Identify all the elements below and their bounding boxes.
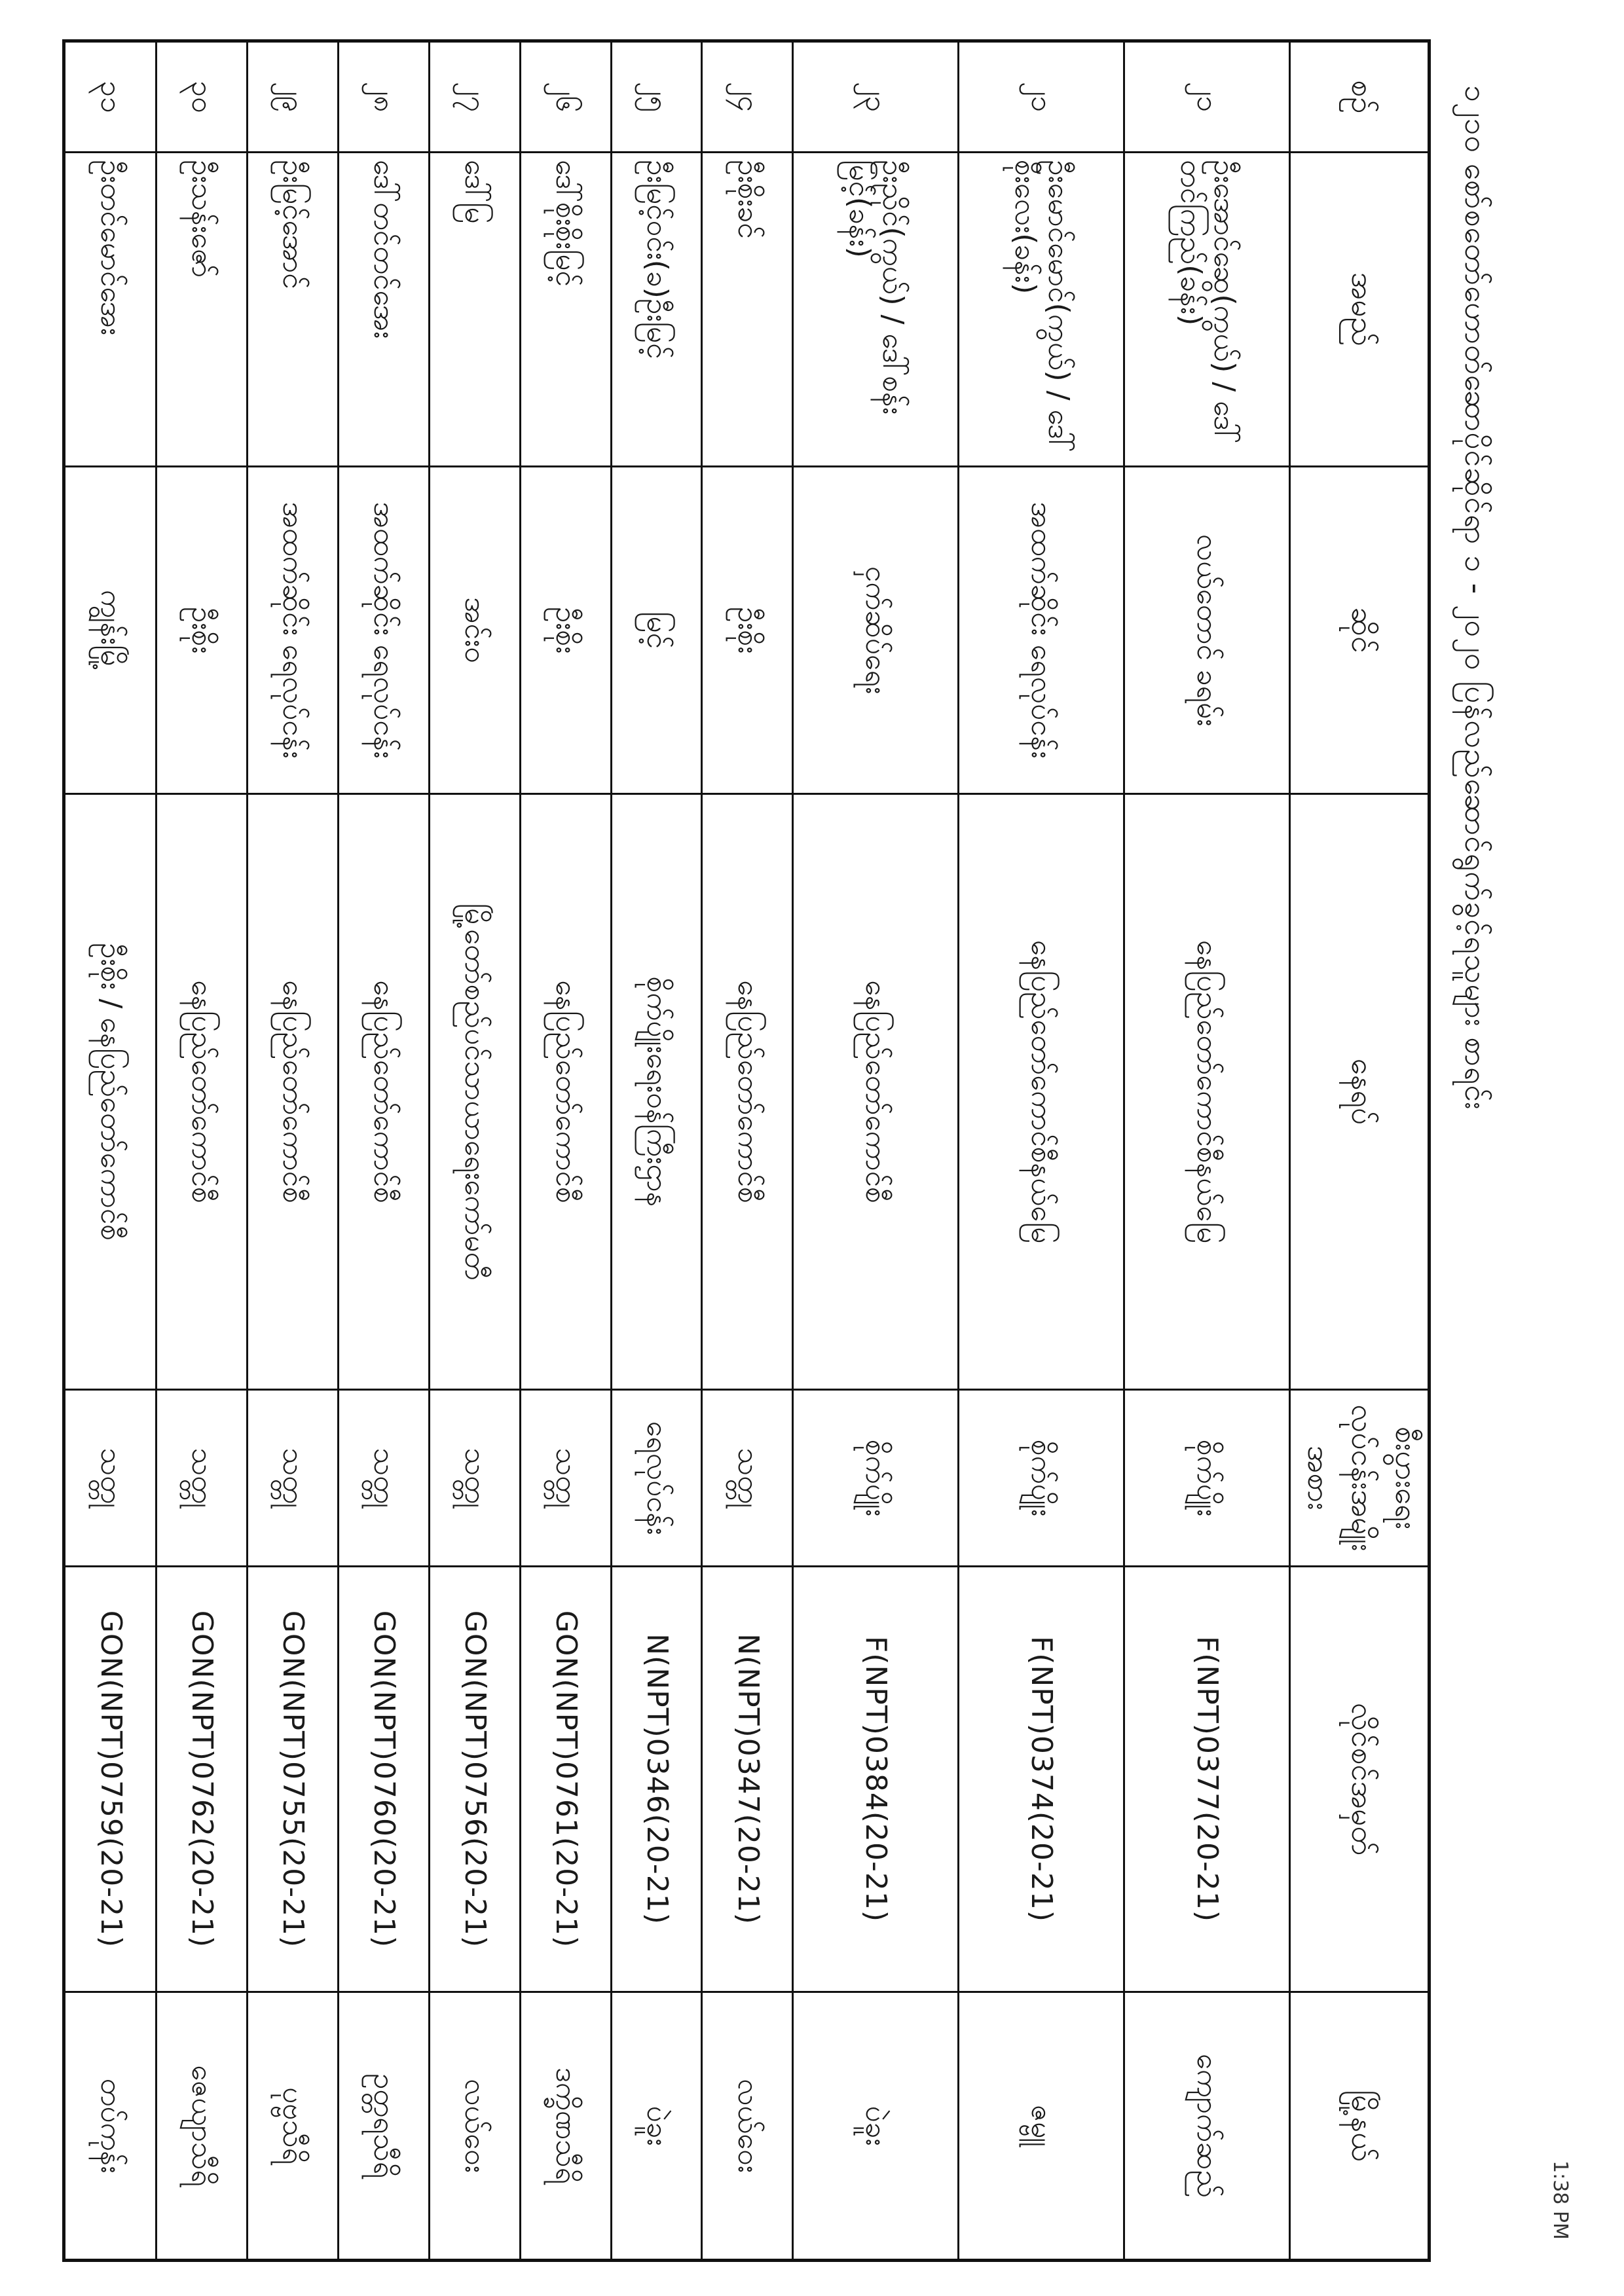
cell-no: ၂၁	[1124, 41, 1290, 153]
cell-license: N(NPT)0347(20-21)	[702, 1567, 793, 1992]
header-name: အမည်	[1290, 153, 1430, 467]
rotated-page	[62, 39, 1522, 2259]
cell-address: ဦးစိုး / နေပြည်တော်ကောင်စီ	[64, 794, 157, 1390]
table-row	[520, 41, 611, 2261]
cell-remark: လယ်ဝေး	[702, 1992, 793, 2261]
cell-name: ဦးစိုးခင်	[702, 153, 793, 467]
cell-category: သတ္တု	[64, 1390, 157, 1567]
table-row	[64, 41, 157, 2261]
cell-address: နေပြည်တော်ကောင်စီ	[702, 794, 793, 1390]
cell-name: ဒေါ်စိုးစိုးမြင့်	[520, 153, 611, 467]
license-table	[62, 39, 1431, 2262]
cell-no: ၂၅	[611, 41, 702, 153]
cell-category: သတ္တု	[429, 1390, 520, 1567]
cell-license: F(NPT)0384(20-21)	[793, 1567, 959, 1992]
cell-license: GON(NPT)0755(20-21)	[248, 1567, 339, 1992]
cell-place: အထက်ဆိုင်း ရေလုပ်ငန်း	[338, 467, 429, 794]
cell-address: နေပြည်တော်ကောင်စီ	[248, 794, 339, 1390]
cell-place: အထက်ဆိုင်း ရေလုပ်ငန်း	[959, 467, 1124, 794]
table-row	[702, 41, 793, 2261]
cell-address: နေပြည်တော်ကောင်စီ	[793, 794, 959, 1390]
header-place: ဆိုင်	[1290, 467, 1430, 794]
cell-category: သတ္တု	[248, 1390, 339, 1567]
cell-no: ၂၆	[520, 41, 611, 153]
cell-remark: ပဲခူး	[793, 1992, 959, 2261]
table-row	[248, 41, 339, 2261]
header-category: စီးပွားရေးလုပ်ငန်းအမျိုးအစား	[1290, 1390, 1430, 1567]
table-row	[611, 41, 702, 2261]
cell-remark: ဒက္ခိဏသီရိ	[520, 1992, 611, 2261]
cell-no: ၂၃	[793, 41, 959, 153]
cell-remark: ပဲခူး	[611, 1992, 702, 2261]
cell-category: စိုက်ပျိုး	[959, 1390, 1124, 1567]
table-row	[793, 41, 959, 2261]
cell-place: မြင့်	[611, 467, 702, 794]
cell-name: ဦးအောင်ဆွေ(ကွယ်) / ဒေါ်တင်ကြည်(ခန်း)	[1124, 153, 1290, 467]
cell-no: ၃၁	[64, 41, 157, 153]
cell-address: နေပြည်တော်ကောင်စီ	[520, 794, 611, 1390]
cell-no: ၂၇	[429, 41, 520, 153]
cell-remark: ကျောက်ဆည်	[1124, 1992, 1290, 2261]
table-row	[1124, 41, 1290, 2261]
cell-category: သတ္တု	[338, 1390, 429, 1567]
cell-name: ဦးသန်းဇော်	[157, 153, 248, 467]
cell-category: သတ္တု	[520, 1390, 611, 1567]
cell-address: နေပြည်တော်ကောင်စီ	[338, 794, 429, 1390]
cell-no: ၃၀	[157, 41, 248, 153]
cell-remark: ဇေယျာသီရိ	[157, 1992, 248, 2261]
table-header-row	[1290, 41, 1430, 2261]
cell-license: F(NPT)0377(20-21)	[1124, 1567, 1290, 1992]
cell-name: ဦးညိုင်(ကွယ်) / ဒေါ်စန်းမြင့်(ခန်း)	[793, 153, 959, 467]
cell-no: ၂၄	[702, 41, 793, 153]
cell-name: ဦးမြင့်အောင်	[248, 153, 339, 467]
header-address: နေရပ်	[1290, 794, 1430, 1390]
cell-place: အထက်ဆိုင်း ရေလုပ်ငန်း	[248, 467, 339, 794]
cell-no: ၂၉	[248, 41, 339, 153]
cell-license: F(NPT)0374(20-21)	[959, 1567, 1124, 1992]
cell-place: ဦးစိုး	[702, 467, 793, 794]
cell-license: GON(NPT)0762(20-21)	[157, 1567, 248, 1992]
table-row	[429, 41, 520, 2261]
cell-name: ဦးတင်မောင်အေး	[64, 153, 157, 467]
cell-remark: ဇမ္ဗူ	[959, 1992, 1124, 2261]
cell-address: နေပြည်တော်ကောင်စီ	[157, 794, 248, 1390]
header-no: စဉ်	[1290, 41, 1430, 153]
cell-remark: ပုဗ္ဗသီရိ	[248, 1992, 339, 2261]
cell-name: ဒေါ်မြ	[429, 153, 520, 467]
cell-license: N(NPT)0346(20-21)	[611, 1567, 702, 1992]
cell-license: GON(NPT)0760(20-21)	[338, 1567, 429, 1992]
cell-place: ကျွန်းမြို့	[64, 467, 157, 794]
cell-place: ဦးစိုး	[520, 467, 611, 794]
header-license: လိုင်စင်အမှတ်	[1290, 1567, 1430, 1992]
document-caption: ၁၂၁၀ စော်စတော်ဟောတ်ဆောပိုင်ဆိုင်ရာ ၁ - ၂၀၂၀ ပြန်လည်ဆောင်ရွက်ခွင့်ရသူများ စာရင်း	[1458, 85, 1494, 1110]
cell-remark: ဥတ္တရသီရိ	[338, 1992, 429, 2261]
table-row	[959, 41, 1124, 2261]
cell-name: ဦးမောင်မောင်(ကွယ်) / ဒေါ်စိုးလေး(ခန်း)	[959, 153, 1124, 467]
cell-address: နေပြည်တော်ကောင်စီနယ်မြေ	[959, 794, 1124, 1390]
cell-no: ၂၁	[959, 41, 1124, 153]
cell-address: နေပြည်တော်ကောင်စီနယ်မြေ	[1124, 794, 1290, 1390]
cell-no: ၂၈	[338, 41, 429, 153]
cell-remark: တပ်ကုန်း	[64, 1992, 157, 2261]
cell-category: သတ္တု	[157, 1390, 248, 1567]
cell-category: စိုက်ပျိုး	[793, 1390, 959, 1567]
cell-category: သတ္တု	[702, 1390, 793, 1567]
cell-name: ဦးမြင့်ဝင်း(ခ)ဦးမြင့်	[611, 153, 702, 467]
table-row	[157, 41, 248, 2261]
cell-place: လယ်တောင် ခရမ်း	[1124, 467, 1290, 794]
cell-place: အင်းဝ	[429, 467, 520, 794]
cell-place: ငှက်ဆိပ်ရေး	[793, 467, 959, 794]
cell-address: စိုက်ပျိုးရေးဝန်ကြီးဌာန	[611, 794, 702, 1390]
cell-place: ဦးစိုး	[157, 467, 248, 794]
cell-address: မြို့တော်စည်ပင်သာယာရေးကော်မတီ	[429, 794, 520, 1390]
cell-license: GON(NPT)0756(20-21)	[429, 1567, 520, 1992]
header-remark: မြို့နယ်	[1290, 1992, 1430, 2261]
cell-category: ရေလုပ်ငန်း	[611, 1390, 702, 1567]
cell-license: GON(NPT)0759(20-21)	[64, 1567, 157, 1992]
cell-category: စိုက်ပျိုး	[1124, 1390, 1290, 1567]
footer-timestamp: 1:38 PM	[1549, 2160, 1572, 2240]
cell-remark: လယ်ဝေး	[429, 1992, 520, 2261]
cell-name: ဒေါ်တင်တင်အေး	[338, 153, 429, 467]
cell-license: GON(NPT)0761(20-21)	[520, 1567, 611, 1992]
table-row	[338, 41, 429, 2261]
